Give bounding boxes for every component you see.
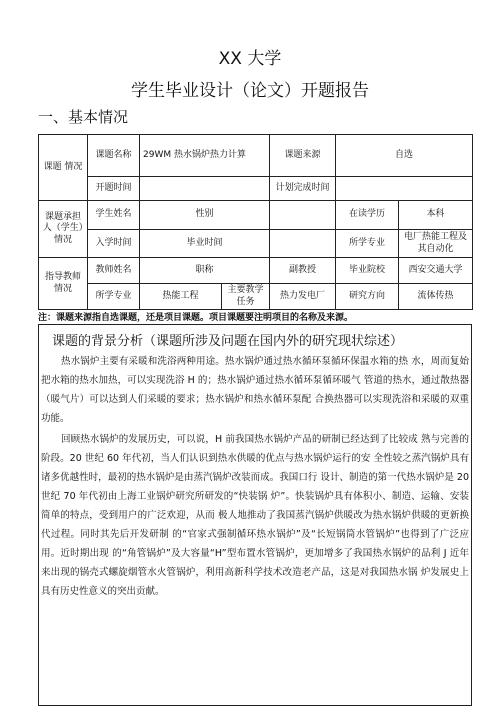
school-value: 西安交通大学: [399, 258, 473, 284]
research-value: 流体传热: [399, 284, 473, 310]
basic-info-table: [38, 134, 473, 310]
title-value: 副教授: [270, 258, 336, 284]
section-heading-basic: 一、基本情况: [38, 108, 129, 126]
graduation-time-label: 毕业时间: [140, 230, 270, 258]
table-row: [39, 258, 473, 284]
education-label: 在读学历: [336, 201, 399, 230]
report-title: 学生毕业设计（论文）开题报告: [131, 81, 369, 101]
main-task-value: 热力发电厂: [270, 284, 336, 310]
advisor-major-label: 所学专业: [88, 284, 140, 310]
table-row: [39, 177, 473, 201]
advisor-major-value: 热能工程: [140, 284, 222, 310]
education-value: 本科: [399, 201, 473, 230]
start-time-label: 开题时间: [88, 177, 140, 201]
enroll-time-label: 入学时间: [88, 230, 140, 258]
row-header-student: 课题承担人（学生）情况: [39, 201, 88, 258]
research-label: 研究方向: [336, 284, 399, 310]
graduation-time-value: [270, 230, 336, 258]
background-paragraph-2: 回顾热水锅炉的发展历史，可以说，H 前我国热水锅炉产品的研制已经达到了比较成 熟与完善的阶段。20 世纪 60 年代初，当人们认识到热水供暖的优点与热水锅炉运行的安 全性较之蒸汽锅炉具有诸多优越性时，最初的热水锅炉是由蒸汽锅炉改装而成。我国口行 设计、制造的第一代热水锅炉是 20 世纪 70 年代初由上海工业锅炉研究所研发的“快装锅 炉”。快装锅炉具有体积小、制造、运输、安装简单的特点，受到用户的广泛欢迎，从而 极人地推动了我国蒸汽锅炉供暖改为热水锅炉供暖的更新换代过程。同时其先后开发研制 的“官家式强制循环热水锅炉”及“长短锅筒水管锅炉”也得到了广泛应用。近时期出现 的“角管锅炉”及大容量“H”型布置水管锅炉，更加增多了我国热水锅炉的品利 J 近年 来出现的锅壳式螺旋烟管水火管锅炉，利用高新科学技术改造老产品，这是对我国热水锅 炉发展史上具有历史性意义的突出贡献。: [41, 434, 469, 597]
advisor-name-label: 教师姓名: [88, 258, 140, 284]
topic-name-label: 课题名称: [88, 135, 140, 177]
table-row: [39, 135, 473, 177]
gender-value: [270, 201, 336, 230]
finish-time-label: 计划完成时间: [270, 177, 336, 201]
school-label: 毕业院校: [336, 258, 399, 284]
student-name-label: 学生姓名: [88, 201, 140, 230]
gender-label: 性别: [140, 201, 270, 230]
row-header-topic: 课题 情况: [39, 135, 88, 201]
table-row: [39, 230, 473, 258]
major-label: 所学专业: [336, 230, 399, 258]
topic-name-value: 29WM 热水锅炉热力计算: [140, 135, 270, 177]
background-paragraph-1: 热水锅炉主要有采暖和洗浴两种用途。热水锅炉通过热水循环泵循环保温水箱的热 水，周而复始把水箱的热水加热，可以实现洗浴 H 的；热水锅炉通过热水循环泵循环暖气 管道的热水，通过散热器（暖气片）可以达到人们采暖的要求；热水锅炉和热水循环泵配 合换热器可以实现洗浴和采暖的双重功能。: [41, 356, 469, 424]
start-time-value: [140, 177, 270, 201]
main-task-label: 主要教学任务: [222, 284, 270, 310]
row-header-advisor: 指导教师情况: [39, 258, 88, 310]
major-value: 电厂热能工程及其自动化: [399, 230, 473, 258]
topic-source-value: 自选: [336, 135, 473, 177]
section-heading-background: 课题的背景分析（课题所涉及问题在国内外的研究现状综述）: [52, 334, 404, 349]
topic-source-label: 课题来源: [270, 135, 336, 177]
title-label: 职称: [140, 258, 270, 284]
table-row: [39, 284, 473, 310]
table-row: [39, 201, 473, 230]
university-title: XX 大学: [218, 49, 282, 69]
finish-time-value: [336, 177, 473, 201]
source-note: 注：课题来源指自选课题，还是项目课题。项目课题要注明项目的名称及来源。: [38, 313, 354, 323]
